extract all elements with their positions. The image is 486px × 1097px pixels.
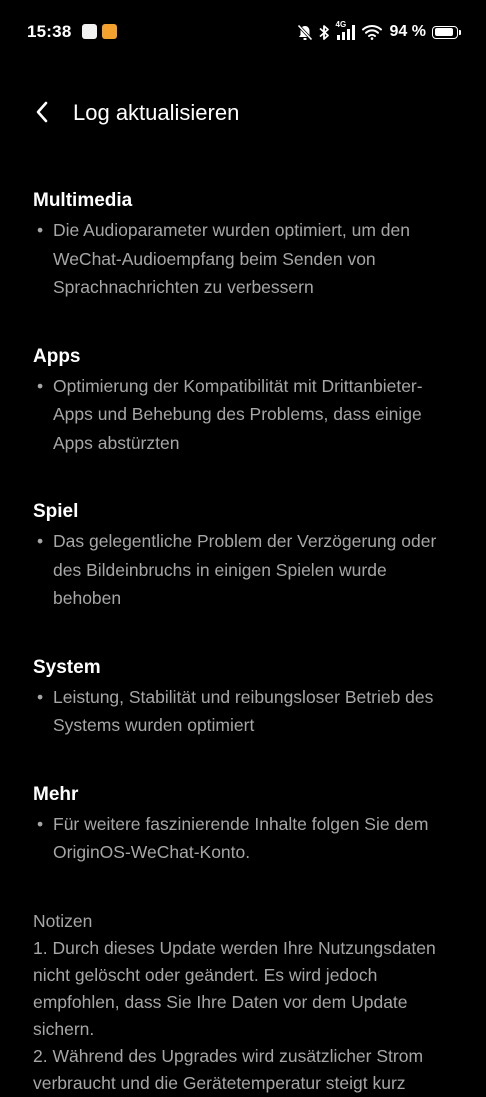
back-button[interactable] (26, 98, 58, 130)
notes-section (33, 907, 457, 1097)
bluetooth-icon (319, 24, 330, 41)
section-title: Spiel (33, 497, 457, 527)
status-icons (297, 21, 458, 43)
note-item: 1. Durch dieses Update werden Ihre Nutzungsdaten nicht gelöscht oder geändert. Es wird jedoch empfohlen, dass Sie Ihre Daten vor dem Update sichern. (33, 935, 457, 1043)
battery-icon (432, 26, 458, 39)
list-item: • Leistung, Stabilität und reibungsloser Betrieb des Systems wurden optimiert (33, 683, 457, 740)
section-title: System (33, 653, 457, 683)
changelog-content[interactable] (33, 186, 457, 1097)
section-apps (33, 342, 457, 458)
section-spiel (33, 497, 457, 613)
app-notification-icon (102, 24, 117, 39)
list-item: • Für weitere faszinierende Inhalte folgen Sie dem OriginOS-WeChat-Konto. (33, 810, 457, 867)
status-bar (0, 0, 486, 66)
network-type-label: 4G (336, 20, 347, 29)
notes-title: Notizen (33, 907, 457, 936)
section-mehr (33, 780, 457, 867)
battery-level-fill (435, 28, 454, 36)
section-system (33, 653, 457, 740)
header (0, 86, 486, 142)
battery-percent: 94 % (390, 23, 426, 41)
section-title: Apps (33, 342, 457, 372)
list-item: • Optimierung der Kompatibilität mit Drittanbieter-Apps und Behebung des Problems, dass einige Apps abstürzten (33, 372, 457, 458)
section-multimedia (33, 186, 457, 302)
mute-bell-icon (297, 24, 313, 41)
list-item: • Die Audioparameter wurden optimiert, um den WeChat-Audioempfang beim Senden von Sprachnachrichten zu verbessern (33, 216, 457, 302)
wifi-icon (362, 24, 382, 40)
chevron-left-icon (35, 101, 49, 128)
page-title: Log aktualisieren (73, 100, 239, 126)
section-title: Mehr (33, 780, 457, 810)
list-item: • Das gelegentliche Problem der Verzögerung oder des Bildeinbruchs in einigen Spielen wurde behoben (33, 527, 457, 613)
status-time: 15:38 (27, 22, 71, 42)
section-title: Multimedia (33, 186, 457, 216)
app-notification-icon (82, 24, 97, 39)
note-item: 2. Während des Upgrades wird zusätzlicher Strom verbraucht und die Gerätetemperatur steigt kurz (33, 1043, 457, 1097)
cellular-signal-icon (336, 23, 356, 41)
